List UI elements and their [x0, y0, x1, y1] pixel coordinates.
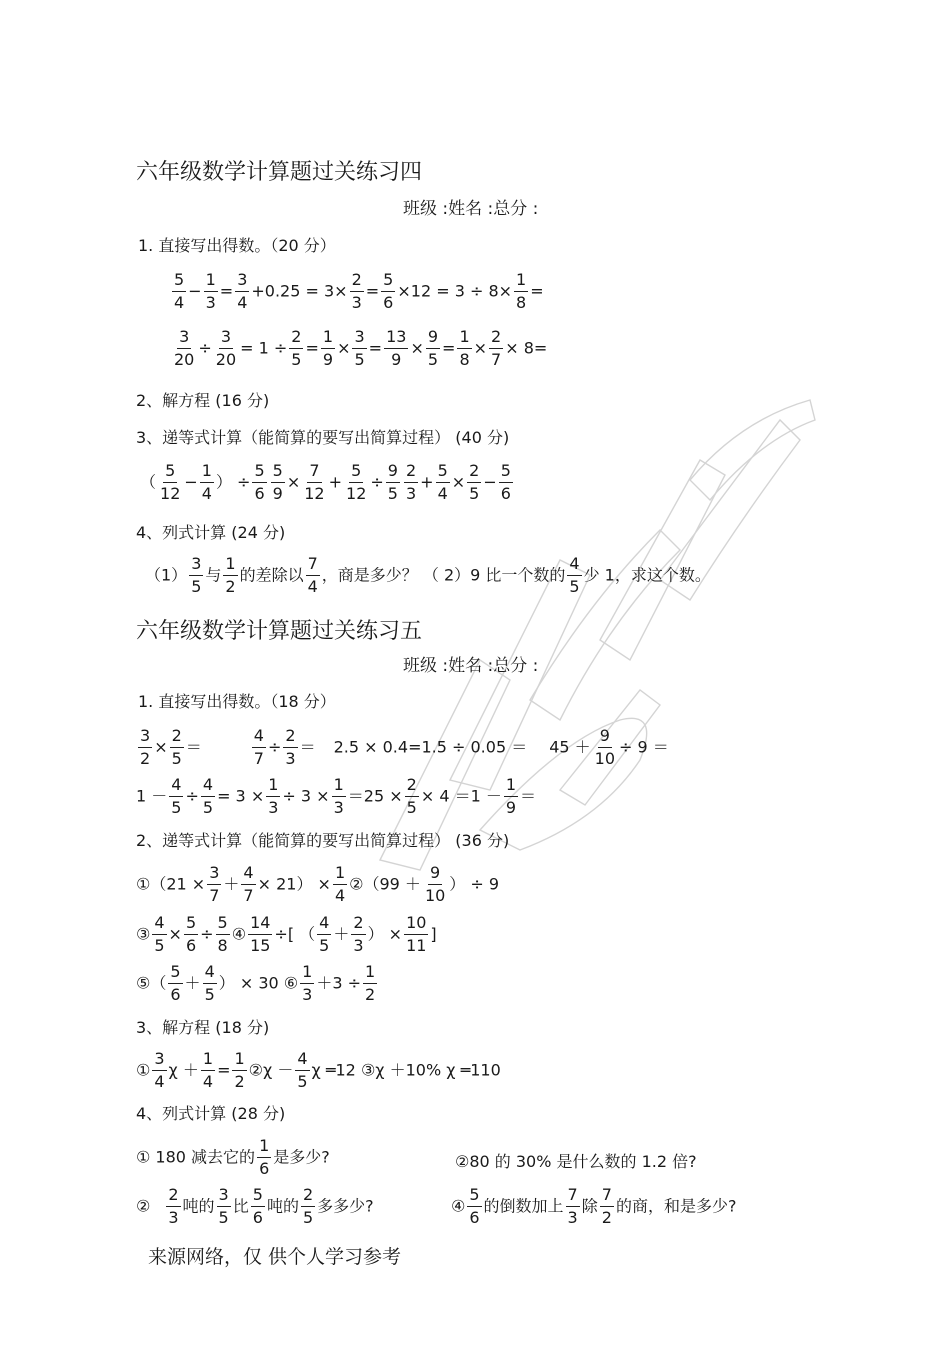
fraction: $\frac{5}{12}$ [346, 461, 367, 503]
exercise5-row2: 1 － $\frac{4}{5}$ ÷ $\frac{4}{5}$ = 3 × $\frac{1}{3}$ ÷ 3 × $\frac{1}{3}$ ＝25 × $\frac{2}{5}$ × 4 ＝1 － $\frac{1}{9}$ ＝ [136, 775, 537, 817]
fraction: $\frac{4}{5}$ [569, 554, 580, 596]
fraction: $\frac{2}{3}$ [285, 726, 296, 768]
fraction: $\frac{1}{6}$ [259, 1136, 270, 1178]
exercise5-row3: ①（21 × $\frac{3}{7}$ ＋ $\frac{4}{7}$ × 21） × $\frac{1}{4}$ ②（99 ＋ $\frac{9}{10}$ ） ÷ 9 [136, 863, 500, 905]
exercise4-row4: （1） $\frac{3}{5}$ 与 $\frac{1}{2}$ 的差除以 $\frac{7}{4}$ ，商是多少？ （ 2）9 比一个数的 $\frac{4}{5}$ 少 1，求这个数。 [145, 554, 711, 596]
exercise5-row1: $\frac{3}{2}$ × $\frac{2}{5}$ ＝ $\frac{4}{7}$ ÷ $\frac{2}{3}$ ＝ 2.5 × 0.4=1.5 ÷ 0.05 ＝ 45 ＋ $\frac{9}{10}$ ÷ 9 ＝ [140, 726, 669, 768]
exercise4-section3: 3、递等式计算（能简算的要写出简算过程） (40 分) [136, 428, 510, 447]
fraction: $\frac{4}{5}$ [171, 775, 182, 817]
fraction: $\frac{1}{9}$ [322, 327, 334, 369]
fraction: $\frac{1}{4}$ [202, 1049, 214, 1091]
fraction: $\frac{2}{3}$ [353, 913, 364, 955]
fraction: $\frac{9}{5}$ [427, 327, 439, 369]
exercise5-row7a: ① 180 减去它的 $\frac{1}{6}$ 是多少? [136, 1136, 330, 1178]
fraction: $\frac{1}{3}$ [333, 775, 344, 817]
fraction: $\frac{1}{8}$ [459, 327, 470, 369]
exercise5-row5: ⑤（ $\frac{5}{6}$ ＋ $\frac{4}{5}$ ） × 30 ⑥ $\frac{1}{3}$ ＋3 ÷ $\frac{1}{2}$ [136, 962, 376, 1004]
fraction: $\frac{4}{5}$ [297, 1049, 308, 1091]
fraction: $\frac{9}{5}$ [387, 461, 398, 503]
fraction: $\frac{5}{6}$ [170, 962, 181, 1004]
fraction: $\frac{1}{4}$ [334, 863, 346, 905]
fraction: $\frac{3}{20}$ [215, 327, 237, 369]
fraction: $\frac{3}{5}$ [218, 1185, 229, 1227]
fraction: $\frac{2}{5}$ [302, 1185, 314, 1227]
fraction: $\frac{1}{3}$ [268, 775, 279, 817]
fraction: $\frac{4}{5}$ [204, 962, 215, 1004]
fraction: $\frac{2}{5}$ [469, 461, 480, 503]
exercise4-section2: 2、解方程 (16 分) [136, 391, 270, 410]
fraction: $\frac{14}{15}$ [250, 913, 271, 955]
exercise5-section4: 4、列式计算 (28 分) [136, 1104, 286, 1123]
fraction: $\frac{3}{20}$ [174, 327, 195, 369]
exercise4-row1: $\frac{5}{4}$ − $\frac{1}{3}$ = $\frac{3}{4}$ +0.25 = 3× $\frac{2}{3}$ = $\frac{5}{6}$ ×12 = 3 ÷ 8× $\frac{1}{8}$ = [174, 270, 544, 312]
fraction: $\frac{13}{9}$ [386, 327, 407, 369]
fraction: $\frac{2}{7}$ [491, 327, 502, 369]
fraction: $\frac{1}{9}$ [505, 775, 517, 817]
exercise4-info: 班级 :姓名 :总分 : [403, 199, 539, 219]
fraction: $\frac{1}{2}$ [234, 1049, 245, 1091]
fraction: $\frac{4}{7}$ [243, 863, 254, 905]
exercise5-row8b: ④ $\frac{5}{6}$ 的倒数加上 $\frac{7}{3}$ 除 $\frac{7}{2}$ 的商，和是多少? [451, 1185, 737, 1227]
fraction: $\frac{3}{5}$ [191, 554, 202, 596]
fraction: $\frac{5}{6}$ [254, 461, 265, 503]
fraction: $\frac{1}{2}$ [225, 554, 236, 596]
fraction: $\frac{7}{12}$ [304, 461, 325, 503]
fraction: $\frac{5}{6}$ [252, 1185, 263, 1227]
fraction: $\frac{4}{5}$ [202, 775, 214, 817]
fraction: $\frac{5}{8}$ [217, 913, 228, 955]
fraction: $\frac{2}{3}$ [351, 270, 362, 312]
exercise5-section3: 3、解方程 (18 分) [136, 1018, 270, 1037]
fraction: $\frac{7}{3}$ [567, 1185, 578, 1227]
exercise4-section4: 4、列式计算 (24 分) [136, 523, 286, 542]
exercise5-info: 班级 :姓名 :总分 : [403, 656, 539, 676]
fraction: $\frac{9}{10}$ [424, 863, 446, 905]
fraction: $\frac{7}{4}$ [307, 554, 318, 596]
exercise5-section2: 2、递等式计算（能简算的要写出简算过程） (36 分) [136, 831, 510, 850]
fraction: $\frac{2}{5}$ [291, 327, 302, 369]
footer-note: 来源网络，仅 供个人学习参考 [148, 1246, 402, 1268]
fraction: $\frac{4}{7}$ [253, 726, 264, 768]
exercise4-title: 六年级数学计算题过关练习四 [136, 160, 423, 185]
fraction: $\frac{5}{6}$ [500, 461, 511, 503]
exercise5-row7b: ②80 的 30% 是什么数的 1.2 倍? [455, 1152, 697, 1171]
fraction: $\frac{3}{4}$ [237, 270, 248, 312]
fraction: $\frac{3}{5}$ [354, 327, 365, 369]
fraction: $\frac{3}{4}$ [154, 1049, 165, 1091]
fraction: $\frac{1}{4}$ [201, 461, 212, 503]
fraction: $\frac{2}{3}$ [168, 1185, 179, 1227]
fraction: $\frac{1}{3}$ [205, 270, 216, 312]
exercise5-title: 六年级数学计算题过关练习五 [136, 619, 423, 644]
fraction: $\frac{10}{11}$ [406, 913, 427, 955]
fraction: $\frac{4}{5}$ [319, 913, 330, 955]
exercise5-row8a: ② $\frac{2}{3}$ 吨的 $\frac{3}{5}$ 比 $\frac{5}{6}$ 吨的 $\frac{2}{5}$ 多多少? [136, 1185, 374, 1227]
fraction: $\frac{2}{5}$ [171, 726, 182, 768]
exercise5-row4: ③ $\frac{4}{5}$ × $\frac{5}{6}$ ÷ $\frac{5}{8}$ ④ $\frac{14}{15}$ ÷[ （ $\frac{4}{5}$ ＋ $\frac{2}{3}$ ） × $\frac{10}{11}$ ] [136, 913, 437, 955]
fraction: $\frac{5}{6}$ [185, 913, 197, 955]
fraction: $\frac{2}{3}$ [405, 461, 417, 503]
fraction: $\frac{5}{6}$ [469, 1185, 480, 1227]
fraction: $\frac{9}{10}$ [594, 726, 616, 768]
exercise4-section1: 1. 直接写出得数。（20 分） [138, 236, 336, 255]
fraction: $\frac{1}{8}$ [516, 270, 527, 312]
fraction: $\frac{5}{4}$ [174, 270, 185, 312]
exercise4-row2: $\frac{3}{20}$ ÷ $\frac{3}{20}$ = 1 ÷ $\frac{2}{5}$ = $\frac{1}{9}$ × $\frac{3}{5}$ = $\frac{13}{9}$ × $\frac{9}{5}$ = $\frac{1}{8}$ × $\frac{2}{7}$ × 8= [174, 327, 548, 369]
fraction: $\frac{7}{2}$ [601, 1185, 612, 1227]
fraction: $\frac{3}{2}$ [140, 726, 151, 768]
fraction: $\frac{5}{4}$ [437, 461, 448, 503]
exercise5-section1: 1. 直接写出得数。（18 分） [138, 692, 336, 711]
fraction: $\frac{5}{6}$ [383, 270, 394, 312]
fraction: $\frac{5}{12}$ [160, 461, 181, 503]
fraction: $\frac{5}{9}$ [272, 461, 283, 503]
fraction: $\frac{1}{3}$ [302, 962, 313, 1004]
fraction: $\frac{2}{5}$ [406, 775, 417, 817]
fraction: $\frac{4}{5}$ [154, 913, 165, 955]
fraction: $\frac{3}{7}$ [209, 863, 220, 905]
fraction: $\frac{1}{2}$ [365, 962, 376, 1004]
exercise4-row3: （ $\frac{5}{12}$ − $\frac{1}{4}$ ） ÷ $\frac{5}{6}$ $\frac{5}{9}$ × $\frac{7}{12}$ + $\frac{5}{12}$ ÷ $\frac{9}{5}$ $\frac{2}{3}$ + $\frac{5}{4}$ × $\frac{2}{5}$ − $\frac{5}{6}$ [140, 461, 511, 503]
exercise5-row6: ① $\frac{3}{4}$ χ ＋ $\frac{1}{4}$ = $\frac{1}{2}$ ②χ － $\frac{4}{5}$ χ ═12 ③χ ＋10% χ ═110 [136, 1049, 501, 1091]
